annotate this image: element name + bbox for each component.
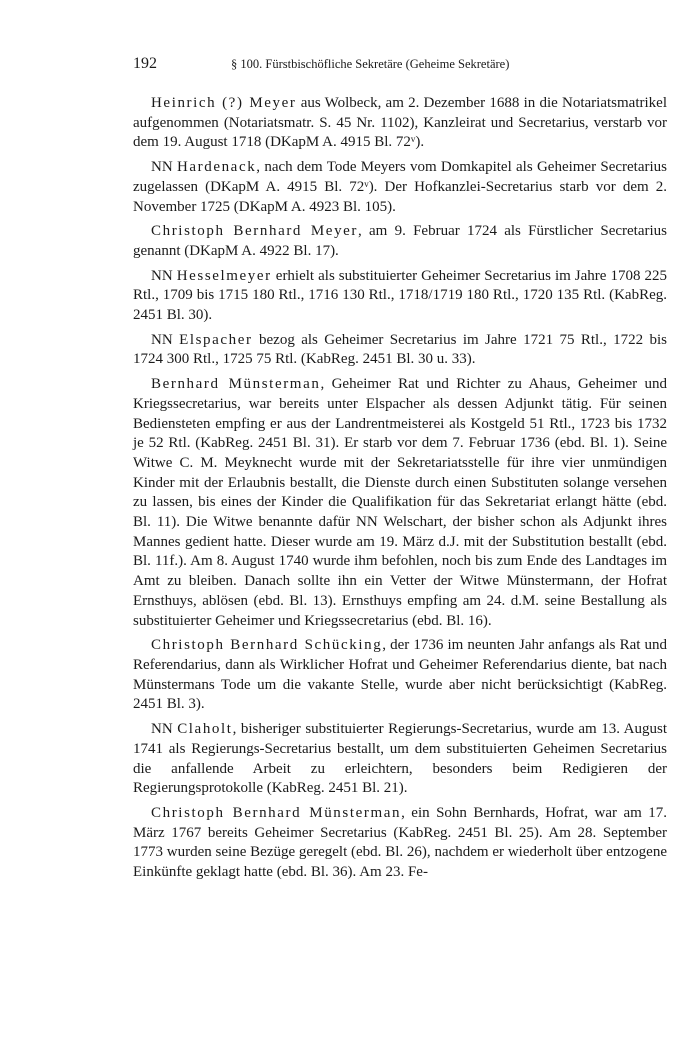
entry-name: Elspacher [179, 331, 253, 348]
entry-christoph-bernhard-muensterman [133, 804, 667, 883]
entry-prefix: NN [151, 267, 177, 284]
entry-prefix: NN [151, 721, 178, 738]
entry-text: , bisheriger substituierter Regierungs-Secretarius, wurde am 13. August 1741 als Regierungs-Secretarius bestallt, um dem substituierten Geheimen Secretarius die anfallende Arbeit zu erleichtern, besonders beim Redigieren der Regierungsprotokolle (KabReg. 2451 Bl. 21). [133, 721, 667, 797]
entry-name: Hardenack [176, 159, 257, 176]
running-head: § 100. Fürstbischöfliche Sekretäre (Geheime Sekretäre) [231, 57, 510, 71]
entry-name: Bernhard Münsterman [151, 376, 321, 393]
entry-name: Christoph Bernhard Meyer [151, 223, 359, 240]
entry-name: Heinrich (?) Meyer [151, 95, 297, 111]
entry-text: , der 1736 im neunten Jahr anfangs als Rat und Referendarius, dann als Wirklicher Hofrat und Geheimer Referendarius diente, bat nach Münstermans Tode um die vakante Stelle, wurde aber nicht berücksichtigt (KabReg. 2451 Bl. 3). [133, 637, 667, 713]
entry-text: , Geheimer Rat und Richter zu Ahaus, Geheimer und Kriegssecretarius, war bereits unter Elspacher als dessen Adjunkt tätig. Für seinen Bediensteten empfing er aus der Landrentmeisterei als Kostgeld 51 Rtl., 1723 bis 1732 je 52 Rtl. (KabReg. 2451 Bl. 31). Er starb vor dem 7. Februar 1736 (ebd. Bl. 1). Seine Witwe C. M. Meyknecht wurde mit der Sekretariatsstelle für ihre vier unmündigen Kinder mit der Erlaubnis bestallt, die Dienste durch einen Substituten solange versehen zu lassen, bis eines der Kinder die Qualifikation für das Sekretariat erlangt hätte (ebd. Bl. 11). Die Witwe benannte dafür NN Welschart, der bisher schon als Adjunkt ihres Mannes gedient hatte. Dieser wurde am 19. März d.J. mit der Substitution bestallt (ebd. Bl. 11f.). Am 8. August 1740 wurde ihm befohlen, noch bis zum Ende des Landtages im Amt zu bleiben. Danach sollte ihn ein Vetter der Witwe Münstermann, der Hofrat Ernsthuys, ablösen (ebd. Bl. 13). Ernsthuys empfing am 24. d.M. seine Bestallung als substituierter Geheimer und Kriegssecretarius (ebd. Bl. 16). [133, 376, 667, 629]
entry-text: , nach dem Tode Meyers vom Domkapitel als Geheimer Secretarius zugelassen (DKapM A. 4915 Bl. 72ᵛ). Der Hofkanzlei-Secretarius starb vor dem 2. November 1725 (DKapM A. 4923 Bl. 105). [133, 159, 667, 215]
entry-text: aus Wolbeck, am 2. Dezember 1688 in die Notariatsmatrikel aufgenommen (Notariatsmatr. S. 45 Nr. 1102), Kanzleirat und Secretarius, verstarb vor dem 19. August 1718 (DKapM A. 4915 Bl. 72ᵛ). [133, 95, 667, 151]
entry-name: Christoph Bernhard Münsterman [151, 804, 402, 821]
entry-text: erhielt als substituierter Geheimer Secretarius im Jahre 1708 225 Rtl., 1709 bis 1715 180 Rtl., 1716 130 Rtl., 1718/1719 180 Rtl., 1720 135 Rtl. (KabReg. 2451 Bl. 30). [133, 267, 667, 324]
page-header [133, 55, 667, 77]
entry-text: bezog als Geheimer Secretarius im Jahre 1721 75 Rtl., 1722 bis 1724 300 Rtl., 1725 75 Rtl. (KabReg. 2451 Bl. 30 u. 33). [133, 331, 667, 368]
entry-claholt [133, 720, 667, 799]
entry-hardenack [133, 158, 667, 217]
entry-christoph-bernhard-meyer [133, 222, 667, 261]
entry-text: , am 9. Februar 1724 als Fürstlicher Secretarius genannt (DKapM A. 4922 Bl. 17). [133, 223, 668, 259]
entry-prefix: NN [151, 159, 177, 176]
entry-bernhard-muensterman [133, 375, 667, 631]
entry-name: Claholt [177, 721, 233, 738]
entry-text: , ein Sohn Bernhards, Hofrat, war am 17. März 1767 bereits Geheimer Secretarius (KabReg. 2451 Bl. 25). Am 28. September 1773 wurden seine Bezüge geregelt (ebd. Bl. 26), nachdem er wiederholt über entzogene Einkünfte geklagt hatte (ebd. Bl. 36). Am 23. Fe- [133, 804, 668, 881]
body-text [133, 94, 667, 888]
entry-name: Hesselmeyer [176, 267, 272, 284]
entry-elspacher [133, 331, 667, 370]
entry-name: Christoph Bernhard Schücking [151, 637, 383, 654]
entry-schuecking [133, 636, 667, 715]
entry-prefix: NN [151, 331, 180, 348]
page-number: 192 [133, 55, 157, 72]
entry-hesselmeyer [133, 267, 667, 326]
entry-heinrich-meyer [133, 94, 667, 153]
